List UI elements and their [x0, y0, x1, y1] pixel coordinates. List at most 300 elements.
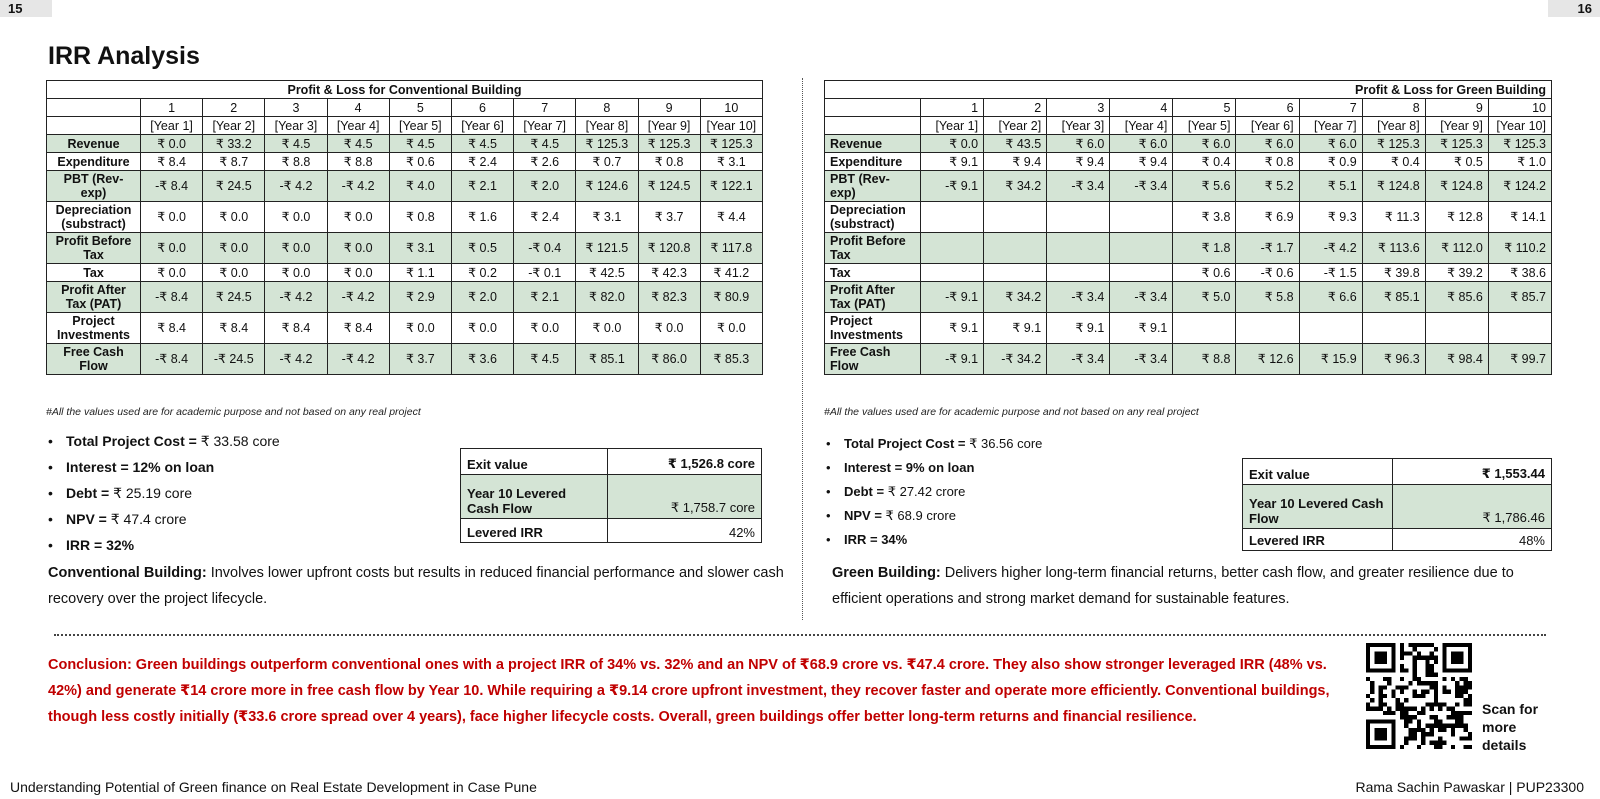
table-cell: ₹ 4.5 — [389, 135, 451, 153]
table-cell: ₹ 9.1 — [984, 313, 1047, 344]
table-cell: ₹ 4.5 — [514, 135, 576, 153]
table-row — [825, 313, 1552, 344]
table-cell: ₹ 0.8 — [1236, 153, 1299, 171]
green-pl-body — [825, 81, 1552, 375]
year-number-cell: 6 — [451, 99, 513, 117]
conventional-description — [48, 560, 788, 612]
green-note: #All the values used are for academic purpose and not based on any real project — [824, 406, 1199, 418]
table-cell: ₹ 0.0 — [203, 202, 265, 233]
table-cell — [1110, 233, 1173, 264]
table-cell: ₹ 6.0 — [1299, 135, 1362, 153]
table-cell: ₹ 24.5 — [203, 171, 265, 202]
year-label-cell: [Year 7] — [1299, 117, 1362, 135]
table-cell: ₹ 6.0 — [1110, 135, 1173, 153]
table-row — [47, 153, 763, 171]
page-number-right: 16 — [1548, 0, 1600, 17]
metric-item — [48, 532, 280, 558]
table-cell: ₹ 125.3 — [576, 135, 638, 153]
row-label: Tax — [825, 264, 921, 282]
table-cell: -₹ 0.6 — [1236, 264, 1299, 282]
table-cell: ₹ 125.3 — [638, 135, 700, 153]
table-cell: ₹ 124.6 — [576, 171, 638, 202]
table-row — [825, 233, 1552, 264]
metric-key: NPV = — [844, 508, 886, 523]
table-cell: -₹ 8.4 — [141, 344, 203, 375]
table-cell: ₹ 8.7 — [203, 153, 265, 171]
table-cell: ₹ 0.0 — [203, 233, 265, 264]
metric-key: Total Project Cost = — [844, 436, 970, 451]
table-cell: ₹ 0.0 — [141, 233, 203, 264]
table-cell: -₹ 3.4 — [1110, 282, 1173, 313]
table-cell: ₹ 0.0 — [389, 313, 451, 344]
table-cell: ₹ 41.2 — [700, 264, 762, 282]
levered-cf-value: ₹ 1,758.7 core — [608, 475, 762, 519]
table-cell: ₹ 85.1 — [576, 344, 638, 375]
table-cell: ₹ 5.2 — [1236, 171, 1299, 202]
table-cell: ₹ 0.2 — [451, 264, 513, 282]
table-row — [825, 202, 1552, 233]
table-cell: ₹ 9.1 — [921, 153, 984, 171]
table-cell: ₹ 34.2 — [984, 171, 1047, 202]
exit-value-label: Exit value — [461, 449, 608, 475]
table-cell: ₹ 5.6 — [1173, 171, 1236, 202]
table-cell — [1047, 202, 1110, 233]
table-row — [47, 202, 763, 233]
year-number-cell: 10 — [700, 99, 762, 117]
table-cell: ₹ 0.0 — [141, 202, 203, 233]
year-label-cell: [Year 3] — [1047, 117, 1110, 135]
row-label: Project Investments — [825, 313, 921, 344]
vertical-divider — [802, 78, 803, 620]
table-cell: ₹ 80.9 — [700, 282, 762, 313]
levered-irr-label: Levered IRR — [1243, 529, 1393, 551]
year-label-cell: [Year 2] — [203, 117, 265, 135]
table-cell: -₹ 8.4 — [141, 282, 203, 313]
metric-key: NPV = — [66, 511, 111, 527]
year-label-row — [825, 117, 1552, 135]
table-cell: ₹ 9.1 — [1110, 313, 1173, 344]
table-caption-row — [47, 81, 763, 99]
table-cell: ₹ 5.1 — [1299, 171, 1362, 202]
year-number-cell: 1 — [141, 99, 203, 117]
table-cell — [1425, 313, 1488, 344]
table-cell: ₹ 0.0 — [327, 202, 389, 233]
table-cell: -₹ 24.5 — [203, 344, 265, 375]
year-number-cell: 2 — [203, 99, 265, 117]
table-cell — [984, 202, 1047, 233]
table-cell: ₹ 3.8 — [1173, 202, 1236, 233]
table-cell — [1110, 264, 1173, 282]
levered-irr-value: 42% — [608, 519, 762, 543]
table-cell: ₹ 120.8 — [638, 233, 700, 264]
table-cell: ₹ 98.4 — [1425, 344, 1488, 375]
green-description-text: Delivers higher long-term financial returns, better cash flow, and greater resilience due to efficient operations and strong market demand for sustainable features. — [832, 565, 1514, 607]
table-cell: -₹ 3.4 — [1047, 344, 1110, 375]
table-cell: ₹ 0.0 — [265, 264, 327, 282]
table-cell: ₹ 1.6 — [451, 202, 513, 233]
table-cell: ₹ 3.7 — [389, 344, 451, 375]
table-cell: ₹ 3.1 — [389, 233, 451, 264]
table-cell: ₹ 38.6 — [1488, 264, 1551, 282]
table-cell — [1362, 313, 1425, 344]
year-number-cell: 4 — [1110, 99, 1173, 117]
table-cell: ₹ 2.0 — [451, 282, 513, 313]
year-number-cell: 5 — [389, 99, 451, 117]
table-cell: ₹ 6.6 — [1299, 282, 1362, 313]
table-cell: ₹ 4.5 — [514, 344, 576, 375]
table-cell: ₹ 0.8 — [638, 153, 700, 171]
table-cell: ₹ 42.3 — [638, 264, 700, 282]
row-label: PBT (Rev-exp) — [825, 171, 921, 202]
conventional-exit-table — [460, 448, 762, 543]
table-cell: ₹ 113.6 — [1362, 233, 1425, 264]
table-cell: ₹ 0.4 — [1362, 153, 1425, 171]
table-cell: -₹ 3.4 — [1047, 282, 1110, 313]
table-cell: ₹ 8.8 — [327, 153, 389, 171]
table-cell: -₹ 3.4 — [1047, 171, 1110, 202]
table-cell: ₹ 86.0 — [638, 344, 700, 375]
table-cell: ₹ 39.8 — [1362, 264, 1425, 282]
year-number-cell: 8 — [576, 99, 638, 117]
year-number-cell: 2 — [984, 99, 1047, 117]
row-label: Free Cash Flow — [825, 344, 921, 375]
table-cell: -₹ 4.2 — [1299, 233, 1362, 264]
table-cell: ₹ 11.3 — [1362, 202, 1425, 233]
table-cell: ₹ 0.6 — [1173, 264, 1236, 282]
row-label: Profit After Tax (PAT) — [47, 282, 141, 313]
footer-author: Rama Sachin Pawaskar | PUP23300 — [1355, 779, 1584, 795]
year-label-cell: [Year 8] — [576, 117, 638, 135]
table-cell: ₹ 0.0 — [638, 313, 700, 344]
metric-item — [48, 428, 280, 454]
table-cell: ₹ 15.9 — [1299, 344, 1362, 375]
table-cell: -₹ 0.4 — [514, 233, 576, 264]
table-cell: -₹ 4.2 — [265, 344, 327, 375]
year-label-cell: [Year 4] — [1110, 117, 1173, 135]
table-cell: ₹ 1.0 — [1488, 153, 1551, 171]
table-cell: -₹ 34.2 — [984, 344, 1047, 375]
table-cell: ₹ 117.8 — [700, 233, 762, 264]
metric-key: Debt = — [844, 484, 888, 499]
table-row — [825, 153, 1552, 171]
table-cell: ₹ 2.1 — [451, 171, 513, 202]
table-cell: ₹ 0.0 — [203, 264, 265, 282]
table-cell: -₹ 3.4 — [1110, 344, 1173, 375]
year-number-cell: 7 — [1299, 99, 1362, 117]
metric-value: ₹ 36.56 core — [969, 436, 1043, 451]
table-cell: ₹ 2.6 — [514, 153, 576, 171]
levered-irr-label: Levered IRR — [461, 519, 608, 543]
table-row — [825, 171, 1552, 202]
table-cell — [921, 233, 984, 264]
metric-value: ₹ 27.42 crore — [887, 484, 966, 499]
table-row — [47, 264, 763, 282]
horizontal-divider — [54, 634, 1546, 636]
year-label-cell: [Year 10] — [1488, 117, 1551, 135]
table-cell: ₹ 39.2 — [1425, 264, 1488, 282]
table-cell: ₹ 0.9 — [1299, 153, 1362, 171]
year-number-cell: 4 — [327, 99, 389, 117]
table-cell: ₹ 8.4 — [141, 153, 203, 171]
table-cell: ₹ 85.1 — [1362, 282, 1425, 313]
year-number-cell: 3 — [1047, 99, 1110, 117]
metric-item — [48, 454, 280, 480]
metric-value: ₹ 47.4 crore — [110, 511, 187, 527]
table-row — [47, 135, 763, 153]
row-label: Revenue — [47, 135, 141, 153]
table-cell — [1047, 233, 1110, 264]
table-cell: ₹ 8.4 — [327, 313, 389, 344]
table-cell: ₹ 4.5 — [451, 135, 513, 153]
table-cell: -₹ 4.2 — [327, 171, 389, 202]
green-description — [832, 560, 1552, 612]
table-row — [47, 313, 763, 344]
exit-value: ₹ 1,526.8 core — [608, 449, 762, 475]
metric-item — [826, 480, 1042, 504]
table-cell: ₹ 82.0 — [576, 282, 638, 313]
table-cell: ₹ 122.1 — [700, 171, 762, 202]
table-cell: ₹ 0.0 — [327, 264, 389, 282]
table-cell: ₹ 9.4 — [1047, 153, 1110, 171]
table-cell: ₹ 85.3 — [700, 344, 762, 375]
table-cell: ₹ 14.1 — [1488, 202, 1551, 233]
table-cell: ₹ 125.3 — [1362, 135, 1425, 153]
green-description-heading: Green Building: — [832, 565, 941, 581]
metric-item — [48, 480, 280, 506]
table-corner-cell — [47, 117, 141, 135]
qr-code-icon[interactable] — [1366, 643, 1472, 749]
table-cell: ₹ 121.5 — [576, 233, 638, 264]
table-cell: ₹ 9.4 — [984, 153, 1047, 171]
table-row — [47, 344, 763, 375]
table-cell: ₹ 3.1 — [700, 153, 762, 171]
table-cell: ₹ 24.5 — [203, 282, 265, 313]
table-cell: ₹ 124.8 — [1425, 171, 1488, 202]
table-cell — [1173, 313, 1236, 344]
row-label: Profit After Tax (PAT) — [825, 282, 921, 313]
table-cell: ₹ 0.0 — [451, 313, 513, 344]
table-row — [825, 344, 1552, 375]
table-cell: -₹ 1.5 — [1299, 264, 1362, 282]
table-cell: ₹ 3.6 — [451, 344, 513, 375]
year-number-cell: 5 — [1173, 99, 1236, 117]
table-cell: -₹ 9.1 — [921, 171, 984, 202]
year-label-cell: [Year 4] — [327, 117, 389, 135]
metric-item — [826, 528, 1042, 552]
year-number-cell: 1 — [921, 99, 984, 117]
table-cell: ₹ 2.4 — [514, 202, 576, 233]
table-cell: ₹ 4.5 — [265, 135, 327, 153]
table-cell: ₹ 0.0 — [576, 313, 638, 344]
year-number-row — [825, 99, 1552, 117]
conventional-description-text: Involves lower upfront costs but results in reduced financial performance and slower cash recovery over the project lifecycle. — [48, 565, 784, 607]
table-cell: ₹ 4.0 — [389, 171, 451, 202]
row-label: Project Investments — [47, 313, 141, 344]
year-label-cell: [Year 9] — [1425, 117, 1488, 135]
table-cell: ₹ 0.0 — [921, 135, 984, 153]
table-cell: -₹ 9.1 — [921, 344, 984, 375]
table-caption: Profit & Loss for Green Building — [825, 81, 1552, 99]
row-label: Free Cash Flow — [47, 344, 141, 375]
footer-title: Understanding Potential of Green finance on Real Estate Development in Case Pune — [10, 779, 537, 795]
table-cell: ₹ 0.0 — [265, 202, 327, 233]
table-cell: ₹ 42.5 — [576, 264, 638, 282]
table-cell: ₹ 9.1 — [1047, 313, 1110, 344]
table-cell: ₹ 8.4 — [141, 313, 203, 344]
table-cell: ₹ 82.3 — [638, 282, 700, 313]
conclusion-text: Conclusion: Green buildings outperform conventional ones with a project IRR of 34% vs. 32% and an NPV of ₹68.9 crore vs. ₹47.4 crore. They also show stronger leveraged IRR (48% vs. 42%) and generate ₹14 crore more in free cash flow by Year 10. While requiring a ₹9.14 crore upfront investment, they recover faster and operate more efficiently. Conventional buildings, though less costly initially (₹33.6 crore spread over 4 years), face higher lifecycle costs. Overall, green buildings offer better long-term returns and financial resilience. — [48, 657, 1330, 725]
year-number-cell: 9 — [638, 99, 700, 117]
table-cell — [1236, 313, 1299, 344]
table-cell: ₹ 3.1 — [576, 202, 638, 233]
table-cell: ₹ 110.2 — [1488, 233, 1551, 264]
table-cell: ₹ 0.7 — [576, 153, 638, 171]
table-cell: ₹ 6.9 — [1236, 202, 1299, 233]
year-label-cell: [Year 1] — [921, 117, 984, 135]
table-cell: ₹ 85.6 — [1425, 282, 1488, 313]
scan-for-details-label: Scan for more details — [1482, 701, 1539, 753]
table-cell: ₹ 2.4 — [451, 153, 513, 171]
table-cell — [984, 233, 1047, 264]
levered-cf-value: ₹ 1,786.46 — [1393, 485, 1552, 529]
row-label: Expenditure — [825, 153, 921, 171]
table-cell: ₹ 1.1 — [389, 264, 451, 282]
metric-item — [48, 506, 280, 532]
conventional-metrics-list — [48, 428, 280, 558]
year-number-cell: 6 — [1236, 99, 1299, 117]
year-number-row — [47, 99, 763, 117]
metric-value: ₹ 68.9 crore — [885, 508, 956, 523]
metric-key: Total Project Cost = — [66, 433, 201, 449]
table-cell: ₹ 2.0 — [514, 171, 576, 202]
table-cell: ₹ 85.7 — [1488, 282, 1551, 313]
table-cell: ₹ 6.0 — [1047, 135, 1110, 153]
year-label-cell: [Year 1] — [141, 117, 203, 135]
row-label: Depreciation (substract) — [47, 202, 141, 233]
year-label-cell: [Year 5] — [1173, 117, 1236, 135]
table-cell: ₹ 0.0 — [327, 233, 389, 264]
metric-key: Debt = — [66, 485, 114, 501]
table-row — [825, 264, 1552, 282]
table-cell: ₹ 0.4 — [1173, 153, 1236, 171]
table-cell: ₹ 2.1 — [514, 282, 576, 313]
table-cell: ₹ 4.4 — [700, 202, 762, 233]
table-cell: ₹ 5.0 — [1173, 282, 1236, 313]
row-label: Revenue — [825, 135, 921, 153]
row-label: Expenditure — [47, 153, 141, 171]
table-cell: ₹ 0.5 — [451, 233, 513, 264]
table-cell: ₹ 3.7 — [638, 202, 700, 233]
table-cell: ₹ 8.4 — [265, 313, 327, 344]
table-row — [47, 171, 763, 202]
year-label-cell: [Year 3] — [265, 117, 327, 135]
table-row — [47, 233, 763, 264]
metric-key: IRR = 32% — [66, 537, 135, 553]
table-cell: ₹ 112.0 — [1425, 233, 1488, 264]
table-cell: ₹ 0.0 — [141, 135, 203, 153]
table-cell: ₹ 9.1 — [921, 313, 984, 344]
table-corner-cell — [825, 99, 921, 117]
green-pl-table — [824, 80, 1552, 375]
table-cell: -₹ 4.2 — [265, 282, 327, 313]
year-label-cell: [Year 8] — [1362, 117, 1425, 135]
table-cell: ₹ 96.3 — [1362, 344, 1425, 375]
table-cell: ₹ 2.9 — [389, 282, 451, 313]
table-cell: -₹ 9.1 — [921, 282, 984, 313]
metric-key: Interest = 9% on loan — [844, 460, 975, 475]
table-cell: -₹ 4.2 — [327, 344, 389, 375]
table-cell — [921, 202, 984, 233]
table-cell: ₹ 0.8 — [389, 202, 451, 233]
row-label: Depreciation (substract) — [825, 202, 921, 233]
table-cell: ₹ 5.8 — [1236, 282, 1299, 313]
table-cell: -₹ 1.7 — [1236, 233, 1299, 264]
year-number-cell: 9 — [1425, 99, 1488, 117]
table-cell: ₹ 0.0 — [265, 233, 327, 264]
table-cell: ₹ 0.6 — [389, 153, 451, 171]
table-cell: ₹ 124.5 — [638, 171, 700, 202]
exit-value: ₹ 1,553.44 — [1393, 459, 1552, 485]
table-cell: -₹ 0.1 — [514, 264, 576, 282]
table-cell: ₹ 12.8 — [1425, 202, 1488, 233]
table-row — [825, 135, 1552, 153]
year-label-cell: [Year 7] — [514, 117, 576, 135]
conventional-description-heading: Conventional Building: — [48, 565, 207, 581]
row-label: PBT (Rev-exp) — [47, 171, 141, 202]
table-cell: ₹ 8.8 — [265, 153, 327, 171]
table-cell: -₹ 3.4 — [1110, 171, 1173, 202]
table-cell: ₹ 125.3 — [700, 135, 762, 153]
table-corner-cell — [47, 99, 141, 117]
table-cell: -₹ 4.2 — [327, 282, 389, 313]
conventional-pl-body — [47, 81, 763, 375]
year-label-cell: [Year 2] — [984, 117, 1047, 135]
year-number-cell: 8 — [1362, 99, 1425, 117]
table-cell — [1488, 313, 1551, 344]
metric-key: Interest = 12% on loan — [66, 459, 215, 475]
table-cell: ₹ 4.5 — [327, 135, 389, 153]
row-label: Profit Before Tax — [825, 233, 921, 264]
table-cell: ₹ 8.8 — [1173, 344, 1236, 375]
metric-key: IRR = 34% — [844, 532, 908, 547]
levered-cf-label: Year 10 Levered Cash Flow — [1243, 485, 1393, 529]
green-metrics-list — [826, 432, 1042, 552]
year-label-cell: [Year 6] — [451, 117, 513, 135]
table-cell — [921, 264, 984, 282]
table-cell: ₹ 34.2 — [984, 282, 1047, 313]
table-cell: ₹ 43.5 — [984, 135, 1047, 153]
table-cell: ₹ 0.0 — [514, 313, 576, 344]
metric-item — [826, 432, 1042, 456]
table-cell: -₹ 4.2 — [265, 171, 327, 202]
table-cell: ₹ 125.3 — [1425, 135, 1488, 153]
exit-value-label: Exit value — [1243, 459, 1393, 485]
page-number-left: 15 — [0, 0, 52, 17]
table-cell: ₹ 1.8 — [1173, 233, 1236, 264]
year-label-cell: [Year 6] — [1236, 117, 1299, 135]
table-cell: ₹ 0.5 — [1425, 153, 1488, 171]
table-cell: -₹ 8.4 — [141, 171, 203, 202]
table-caption-row — [825, 81, 1552, 99]
table-cell: ₹ 124.8 — [1362, 171, 1425, 202]
conventional-pl-table — [46, 80, 763, 375]
table-cell: ₹ 9.4 — [1110, 153, 1173, 171]
table-cell — [984, 264, 1047, 282]
table-cell: ₹ 6.0 — [1173, 135, 1236, 153]
year-number-cell: 7 — [514, 99, 576, 117]
table-caption: Profit & Loss for Conventional Building — [47, 81, 763, 99]
table-cell: ₹ 124.2 — [1488, 171, 1551, 202]
